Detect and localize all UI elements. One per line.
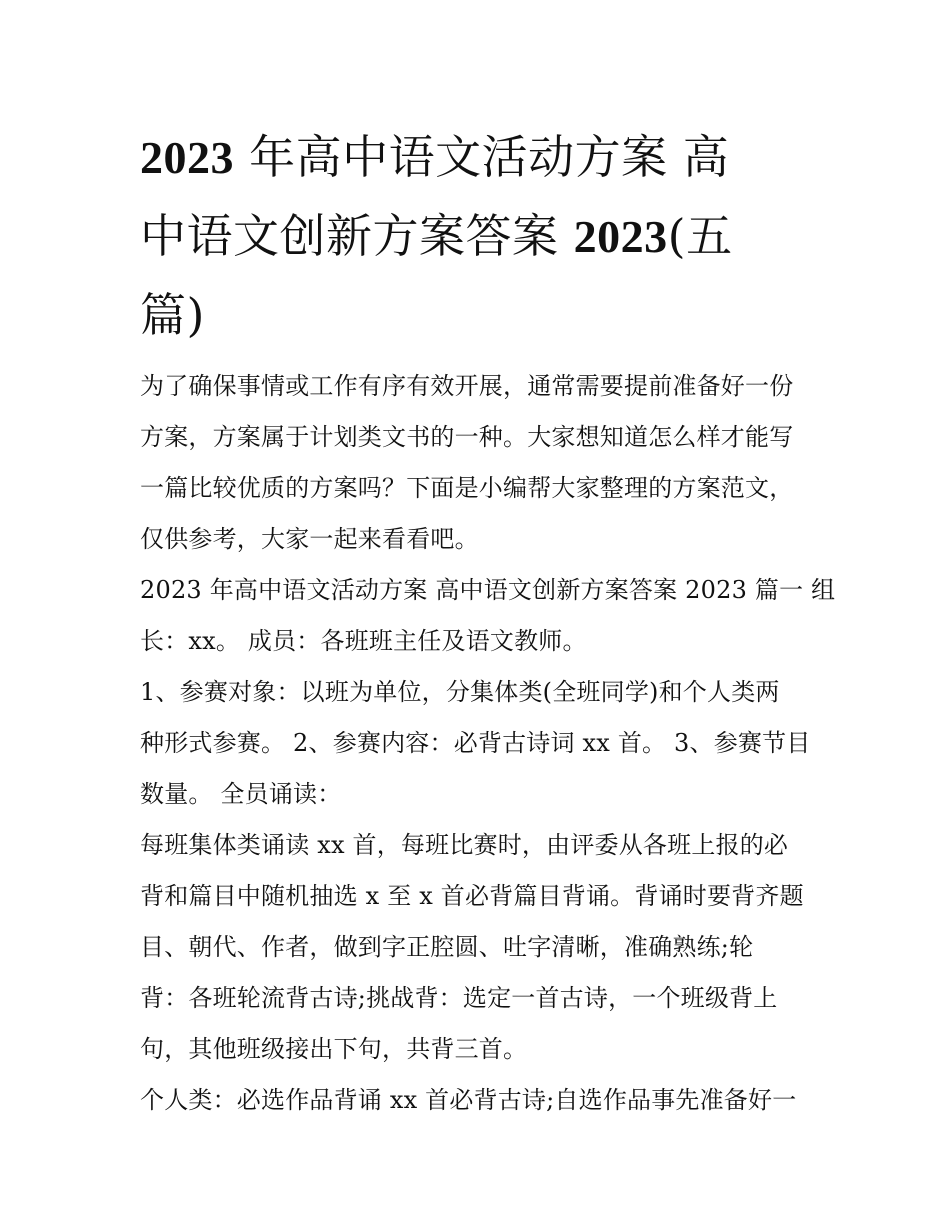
title-line-1-text: 年高中语文活动方案 高: [234, 130, 730, 184]
section-heading-paragraph: [140, 565, 836, 667]
paragraph-line: 数量。 全员诵读：: [140, 780, 342, 808]
title-year: 2023: [140, 132, 234, 183]
paragraph-line: 为了确保事情或工作有序有效开展，通常需要提前准备好一份: [140, 372, 794, 400]
paragraph-line: 目、朝代、作者，做到字正腔圆、吐字清晰，准确熟练;轮: [140, 933, 754, 961]
title-line-2-year: 2023: [573, 211, 668, 262]
title-line-2-tail: (五: [667, 209, 733, 263]
paragraph-line: 2023 年高中语文活动方案 高中语文创新方案答案 2023 篇一 组: [140, 576, 836, 604]
title-line-1: [140, 130, 729, 184]
paragraph-line: 方案，方案属于计划类文书的一种。大家想知道怎么样才能写: [140, 423, 794, 451]
title-line-3: [140, 288, 205, 342]
paragraph-line: 个人类：必选作品背诵 xx 首必背古诗;自选作品事先准备好一: [140, 1086, 797, 1114]
title-line-2-text: 中语文创新方案答案: [140, 209, 574, 263]
paragraph-line: 一篇比较优质的方案吗？下面是小编帮大家整理的方案范文，: [140, 474, 794, 502]
participants-paragraph: [140, 667, 820, 820]
title-line-3-text: 篇): [140, 288, 205, 342]
group-recitation-paragraph: [140, 820, 820, 1075]
individual-paragraph: [140, 1075, 820, 1126]
paragraph-line: 仅供参考，大家一起来看看吧。: [140, 525, 479, 553]
paragraph-line: 1、参赛对象：以班为单位，分集体类(全班同学)和个人类两: [140, 678, 780, 706]
paragraph-line: 背和篇目中随机抽选 x 至 x 首必背篇目背诵。背诵时要背齐题: [140, 882, 804, 910]
paragraph-line: 种形式参赛。 2、参赛内容：必背古诗词 xx 首。 3、参赛节目: [140, 729, 811, 757]
title-line-2: [140, 209, 733, 263]
document-page: [140, 118, 836, 1126]
paragraph-line: 每班集体类诵读 xx 首，每班比赛时，由评委从各班上报的必: [140, 831, 789, 859]
intro-paragraph: [140, 361, 820, 565]
paragraph-line: 句，其他班级接出下句，共背三首。: [140, 1035, 528, 1063]
document-title: [140, 118, 820, 355]
paragraph-line: 长：xx。 成员：各班班主任及语文教师。: [140, 627, 587, 655]
paragraph-line: 背：各班轮流背古诗;挑战背：选定一首古诗，一个班级背上: [140, 984, 778, 1012]
